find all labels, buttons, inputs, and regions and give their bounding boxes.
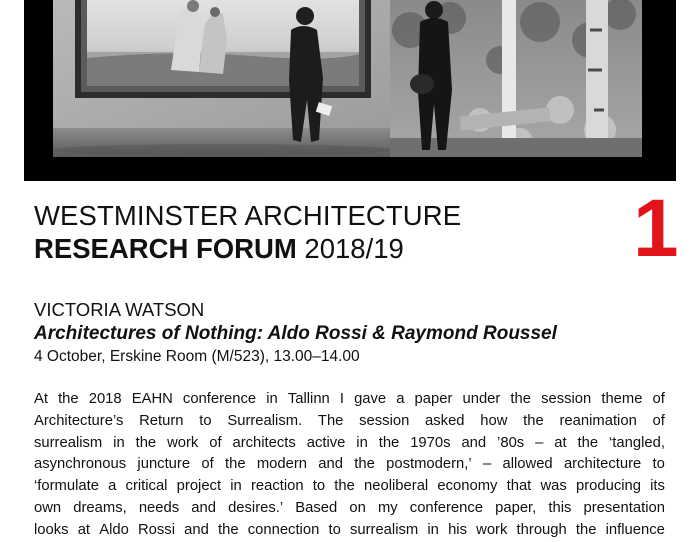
body-line: own dreams, needs and desires.’ Based on my conference paper, this presentation [34,499,665,516]
photo-man-viewing-painting [53,0,394,157]
talk-title: Architectures of Nothing: Aldo Rossi & Raymond Roussel [34,323,557,344]
body-paragraph [34,389,665,542]
photo-band [24,0,676,181]
forum-title-line2 [34,233,404,265]
photo-man-viewing-painting-icon [53,0,394,157]
forum-title-bold: RESEARCH FORUM [34,233,297,264]
body-line: surrealism in the work of architects active in the 1970s and ’80s – at the ‘tangled, [34,434,665,451]
body-line: looks at Aldo Rossi and the connection to surrealism in his work through the influence [34,521,665,538]
speaker-name: VICTORIA WATSON [34,299,205,320]
issue-number: 1 [633,183,679,274]
forum-year: 2018/19 [304,233,404,264]
body-line: ‘formulate a critical project in reaction to the neoliberal economy that was producing its [34,478,665,495]
photo-man-in-woodland [390,0,642,157]
photo-man-in-woodland-icon [390,0,642,157]
forum-title-line1: WESTMINSTER ARCHITECTURE [34,200,462,231]
body-line: At the 2018 EAHN conference in Tallinn I gave a paper under the session theme of [34,391,665,407]
talk-details: 4 October, Erskine Room (M/523), 13.00–14.00 [34,348,360,365]
body-line: asynchronous juncture of the modern and the postmodern,’ – allowed architecture to [34,456,665,473]
body-line: Architecture’s Return to Surrealism. The session asked how the reanimation of [34,412,665,429]
